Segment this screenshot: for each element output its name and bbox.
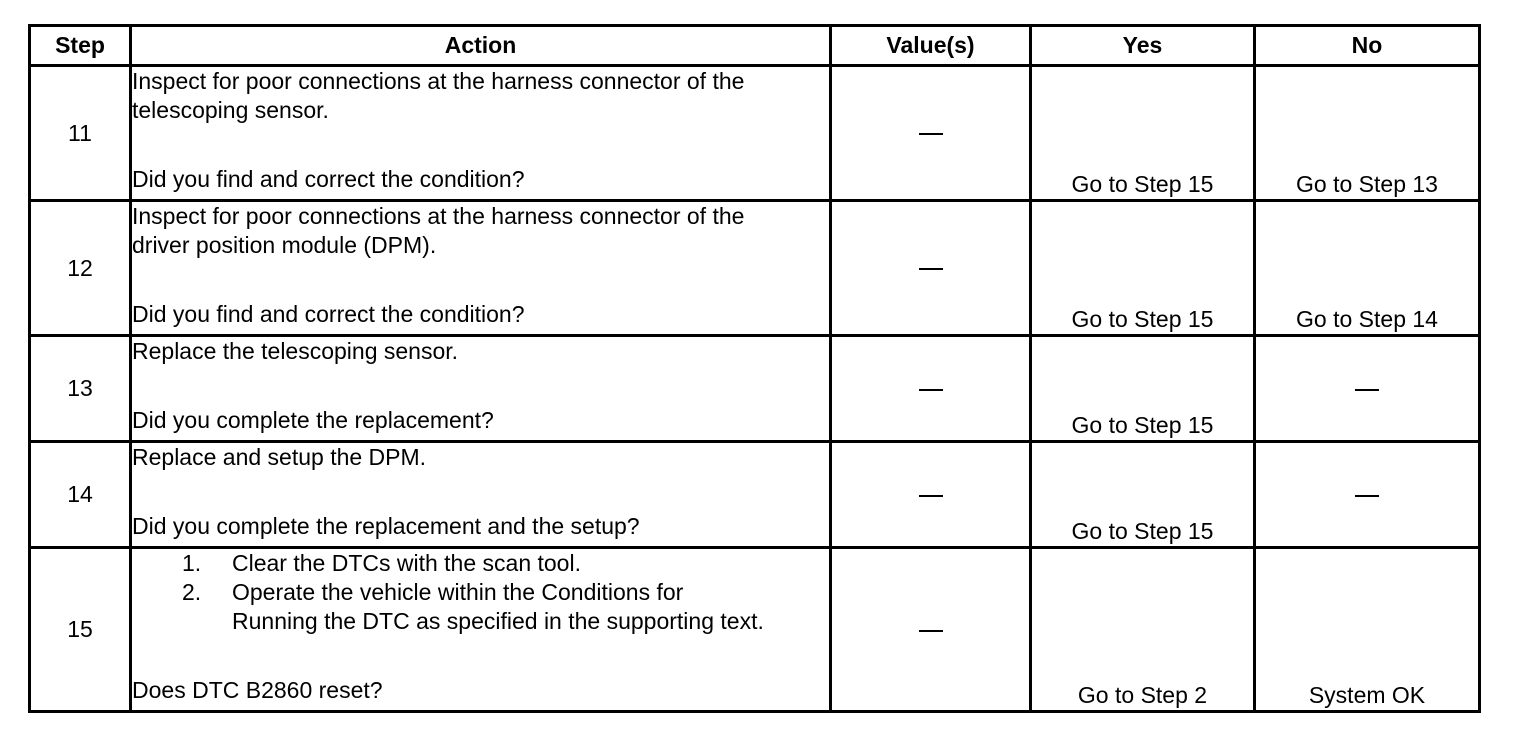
- action-line: driver position module (DPM).: [132, 232, 437, 258]
- action-line: Inspect for poor connections at the harness connector of the: [132, 68, 745, 94]
- no-link: System OK: [1255, 548, 1480, 712]
- no-cell: [1255, 442, 1480, 548]
- action-question: Did you complete the replacement and the setup?: [132, 513, 640, 539]
- action-step-list: [132, 549, 829, 636]
- yes-link: Go to Step 15: [1031, 201, 1255, 336]
- diagnostic-table-container: [28, 24, 1478, 713]
- value-cell: [831, 548, 1031, 712]
- action-line: Replace the telescoping sensor.: [132, 338, 459, 364]
- table-row-step-13: [30, 336, 1480, 442]
- action-line: telescoping sensor.: [132, 97, 329, 123]
- diagnostic-table: [28, 24, 1481, 713]
- value-dash: [919, 389, 943, 391]
- action-text: [132, 443, 829, 472]
- step-number: 11: [30, 66, 131, 201]
- action-line: Inspect for poor connections at the harness connector of the: [132, 203, 745, 229]
- yes-link: Go to Step 15: [1031, 66, 1255, 201]
- action-cell: [131, 548, 831, 712]
- no-dash: [1355, 495, 1379, 497]
- step-number: 13: [30, 336, 131, 442]
- list-item-number: 2.: [182, 579, 202, 605]
- header-no: No: [1255, 26, 1480, 66]
- step-number: 14: [30, 442, 131, 548]
- action-line: Replace and setup the DPM.: [132, 444, 427, 470]
- action-text: [132, 67, 829, 125]
- yes-link: Go to Step 2: [1031, 548, 1255, 712]
- action-question: Did you complete the replacement?: [132, 407, 494, 433]
- action-cell: [131, 442, 831, 548]
- header-row: [30, 26, 1480, 66]
- table-row-step-14: [30, 442, 1480, 548]
- action-text: [132, 337, 829, 366]
- no-dash: [1355, 389, 1379, 391]
- step-number: 12: [30, 201, 131, 336]
- yes-link: Go to Step 15: [1031, 442, 1255, 548]
- action-question: Did you find and correct the condition?: [132, 166, 525, 192]
- list-item-number: 1.: [182, 550, 202, 576]
- header-yes: Yes: [1031, 26, 1255, 66]
- list-item: [182, 549, 829, 578]
- list-item-line: Running the DTC as specified in the supporting text.: [232, 608, 764, 634]
- action-cell: [131, 66, 831, 201]
- table-row-step-11: [30, 66, 1480, 201]
- value-cell: [831, 201, 1031, 336]
- header-step: Step: [30, 26, 131, 66]
- no-link: Go to Step 13: [1255, 66, 1480, 201]
- value-dash: [919, 495, 943, 497]
- list-item: [182, 578, 829, 636]
- action-cell: [131, 201, 831, 336]
- value-dash: [919, 268, 943, 270]
- list-item-line: Operate the vehicle within the Conditions for: [232, 579, 684, 605]
- yes-link: Go to Step 15: [1031, 336, 1255, 442]
- header-action: Action: [131, 26, 831, 66]
- value-dash: [919, 133, 943, 135]
- action-question: Does DTC B2860 reset?: [132, 677, 383, 703]
- no-cell: [1255, 336, 1480, 442]
- table-row-step-12: [30, 201, 1480, 336]
- no-link: Go to Step 14: [1255, 201, 1480, 336]
- value-cell: [831, 66, 1031, 201]
- action-cell: [131, 336, 831, 442]
- value-dash: [919, 630, 943, 632]
- value-cell: [831, 442, 1031, 548]
- table-row-step-15: [30, 548, 1480, 712]
- value-cell: [831, 336, 1031, 442]
- action-text: [132, 202, 829, 260]
- header-values: Value(s): [831, 26, 1031, 66]
- action-question: Did you find and correct the condition?: [132, 301, 525, 327]
- list-item-line: Clear the DTCs with the scan tool.: [232, 550, 581, 576]
- step-number: 15: [30, 548, 131, 712]
